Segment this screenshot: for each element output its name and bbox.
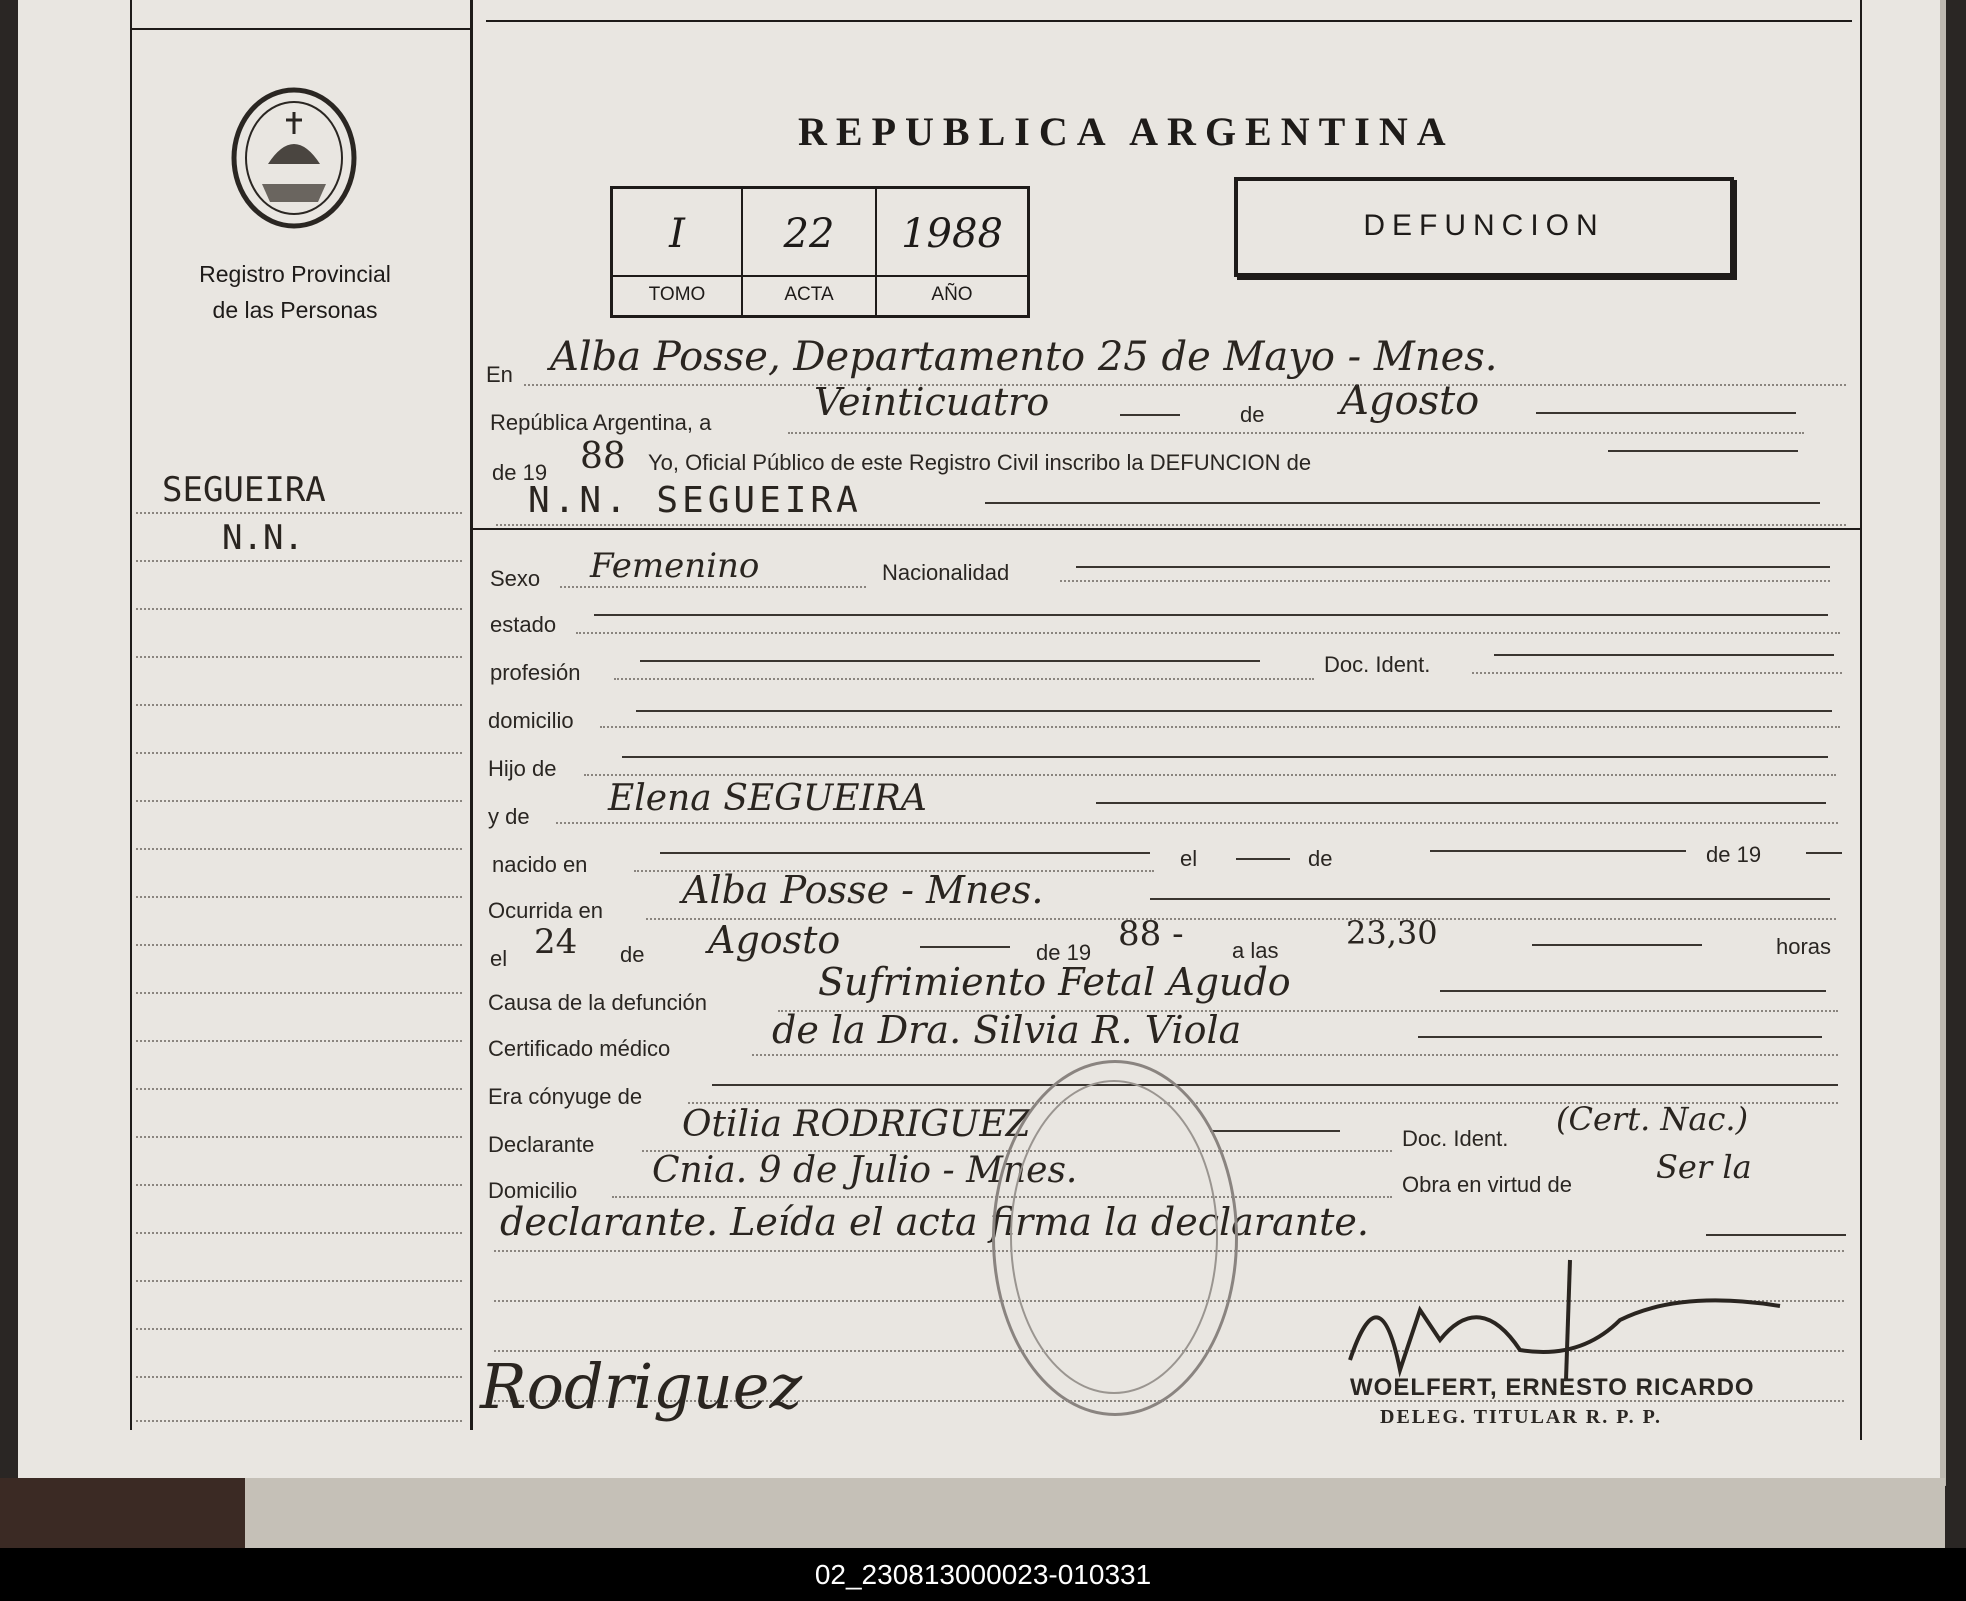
dia-strike	[1120, 414, 1180, 416]
registry-name	[160, 256, 430, 328]
record-index-grid	[610, 186, 1030, 318]
en-rule	[524, 384, 1846, 386]
acta-label: ACTA	[784, 284, 834, 305]
de19-label-3: de 19	[1036, 940, 1092, 965]
madre-strike	[1096, 802, 1826, 804]
declarante-strike	[1210, 1130, 1340, 1132]
anio-cell	[877, 189, 1027, 315]
causa-strike	[1440, 990, 1826, 992]
en-value: Alba Posse, Departamento 25 de Mayo - Mnes.	[550, 334, 1498, 380]
section-divider	[472, 528, 1860, 530]
en-label: En	[486, 362, 513, 387]
estado-label: estado	[490, 612, 557, 637]
dia-ocurrencia-value: 24	[534, 922, 578, 962]
mes-value: Agosto	[1340, 378, 1480, 424]
el-strike	[1236, 858, 1290, 860]
domicilio-value: Cnia. 9 de Julio - Mnes.	[652, 1150, 1078, 1191]
el-label: el	[1180, 846, 1198, 871]
province-seal-icon	[228, 84, 360, 232]
domicilio-label-2: Domicilio	[488, 1178, 578, 1203]
ocurrida-strike	[1150, 898, 1830, 900]
hijo-rule	[584, 774, 1836, 776]
de-strike-2	[1430, 850, 1686, 852]
certificado-strike	[1418, 1036, 1822, 1038]
obra-label: Obra en virtud de	[1402, 1172, 1572, 1197]
yo-strike	[1608, 450, 1798, 452]
ocurrida-label: Ocurrida en	[488, 898, 603, 923]
certificado-rule	[752, 1054, 1838, 1056]
nacido-label: nacido en	[492, 852, 588, 877]
anio-label: AÑO	[931, 284, 973, 305]
declarante-label: Declarante	[488, 1132, 595, 1157]
doc-label: Doc. Ident.	[1324, 652, 1431, 677]
causa-value: Sufrimiento Fetal Agudo	[818, 960, 1291, 1004]
profesion-strike	[640, 660, 1260, 662]
estado-strike	[594, 614, 1828, 616]
de-label-3: de	[620, 942, 645, 967]
de19-label-2: de 19	[1706, 842, 1762, 867]
doc-label-2: Doc. Ident.	[1402, 1126, 1509, 1151]
nacido-strike	[660, 852, 1150, 854]
hijo-label: Hijo de	[488, 756, 557, 781]
mes-strike	[1536, 412, 1796, 414]
nacionalidad-label: Nacionalidad	[882, 560, 1010, 585]
anio-ocurrencia-value: 88 -	[1118, 914, 1184, 954]
sexo-label: Sexo	[490, 566, 541, 591]
hora-value: 23,30	[1346, 914, 1438, 952]
doc-rule	[1472, 672, 1842, 674]
column-divider	[470, 0, 473, 1430]
nacionalidad-strike	[1076, 566, 1830, 568]
doc-strike	[1494, 654, 1834, 656]
obra-continuation: declarante. Leída el acta firma la declarante.	[500, 1200, 1369, 1244]
profesion-rule	[614, 678, 1314, 680]
republica-label: República Argentina, a	[490, 410, 712, 435]
nombre-rule	[496, 524, 1846, 526]
top-rule-right	[486, 20, 1852, 22]
certificado-label: Certificado médico	[488, 1036, 671, 1061]
image-caption: 02_230813000023-010331	[0, 1548, 1966, 1601]
acta-cell	[743, 189, 877, 315]
el-label-2: el	[490, 946, 508, 971]
official-title: DELEG. TITULAR R. P. P.	[1380, 1406, 1662, 1428]
horas-label: horas	[1776, 934, 1832, 959]
top-rule-left	[130, 28, 470, 30]
margin-surname: SEGUEIRA	[162, 470, 326, 510]
book-cover-edge	[245, 1478, 1945, 1548]
mes-ocurrencia-value: Agosto	[708, 918, 841, 962]
domicilio-rule	[600, 726, 1840, 728]
tomo-label: TOMO	[648, 284, 706, 305]
hijo-strike	[622, 756, 1828, 758]
mes-ocurrencia-strike	[920, 946, 1010, 948]
ocurrida-value: Alba Posse - Mnes.	[682, 868, 1044, 912]
grid-divider	[613, 275, 1027, 277]
declarant-signature: Rodriguez	[480, 1350, 803, 1423]
obra-strike	[1706, 1234, 1846, 1236]
domicilio-label: domicilio	[488, 708, 574, 733]
nombre-strike	[985, 502, 1820, 504]
estado-rule	[576, 632, 1840, 634]
alas-label: a las	[1232, 938, 1279, 963]
de19-strike-2	[1806, 852, 1842, 854]
domicilio-strike	[636, 710, 1832, 712]
official-name: WOELFERT, ERNESTO RICARDO	[1350, 1374, 1755, 1401]
registry-line1: Registro Provincial	[199, 261, 391, 287]
yo-oficial-text: Yo, Oficial Público de este Registro Civil inscribo la DEFUNCION de	[648, 450, 1312, 475]
anio-value: 1988	[901, 211, 1003, 257]
margin-given-name: N.N.	[222, 518, 304, 558]
left-margin-rule	[130, 0, 132, 1430]
right-border-rule	[1860, 0, 1862, 1440]
country-title: REPUBLICA ARGENTINA	[798, 109, 1455, 154]
sexo-rule	[560, 586, 866, 588]
record-type-box	[1234, 177, 1734, 277]
profesion-label: profesión	[490, 660, 581, 685]
registry-stamp-inner	[1010, 1080, 1218, 1394]
yde-rule	[556, 822, 1838, 824]
book-edge	[0, 1478, 245, 1548]
registry-line2: de las Personas	[212, 297, 378, 323]
doc-value: (Cert. Nac.)	[1556, 1100, 1749, 1138]
madre-value: Elena SEGUEIRA	[608, 778, 927, 819]
conyuge-label: Era cónyuge de	[488, 1084, 643, 1109]
record-type-label: DEFUNCION	[1363, 209, 1605, 242]
declarante-value: Otilia RODRIGUEZ	[682, 1104, 1031, 1145]
official-signature-icon	[1340, 1250, 1790, 1390]
causa-label: Causa de la defunción	[488, 990, 707, 1015]
certificado-value: de la Dra. Silvia R. Viola	[772, 1008, 1242, 1052]
republica-rule	[788, 432, 1804, 434]
tomo-cell	[613, 189, 743, 315]
hora-strike	[1532, 944, 1702, 946]
yde-label: y de	[488, 804, 530, 829]
tomo-value: I	[669, 211, 685, 257]
nacionalidad-rule	[1060, 580, 1830, 582]
de-label: de	[1240, 402, 1265, 427]
anio-registro-value: 88	[580, 436, 626, 477]
dia-value: Veinticuatro	[814, 380, 1050, 424]
nombre-value: N.N. SEGUEIRA	[528, 480, 862, 521]
obra-value: Ser la	[1656, 1148, 1752, 1186]
sexo-value: Femenino	[590, 546, 760, 586]
de-label-2: de	[1308, 846, 1333, 871]
conyuge-strike	[712, 1084, 1838, 1086]
de19-label: de 19	[492, 460, 548, 485]
acta-value: 22	[783, 211, 835, 257]
